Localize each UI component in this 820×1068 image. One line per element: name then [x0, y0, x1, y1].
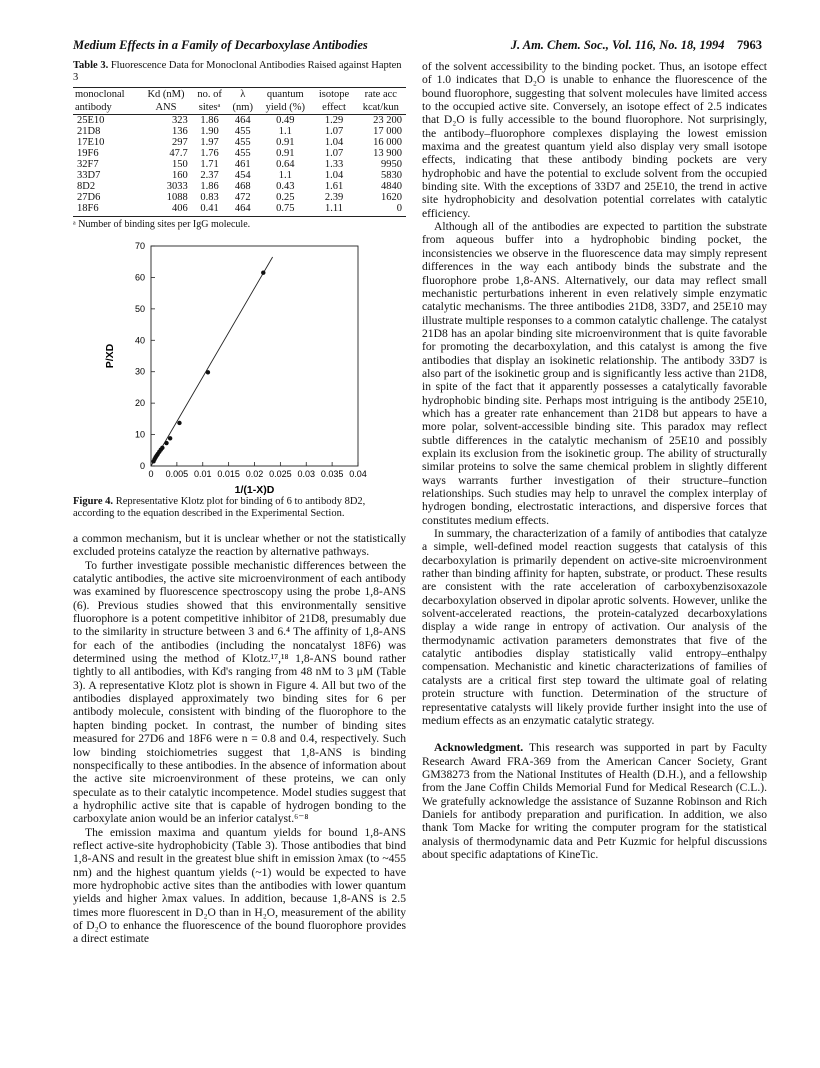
table-cell: 2.37 — [200, 170, 219, 181]
table-cell: 33D7 — [77, 170, 101, 181]
data-point — [164, 441, 168, 445]
table-row — [73, 170, 406, 181]
table-cell: 1.1 — [278, 126, 292, 137]
table-row — [73, 115, 406, 127]
body-paragraph: a common mechanism, but it is unclear whether or not the statistically excluded proteins catalyze the reaction by alternative pathways. — [73, 532, 406, 559]
column-header: quantum — [258, 88, 312, 102]
table-cell: 47.7 — [169, 148, 188, 159]
table-cell: 1.86 — [200, 115, 219, 126]
table-cell: 461 — [234, 159, 251, 170]
column-header: no. of — [192, 88, 228, 102]
table-cell: 1.61 — [324, 181, 344, 192]
table-cell: 25E10 — [77, 115, 105, 126]
table-row — [73, 126, 406, 137]
x-tick-label: 0 — [148, 469, 154, 479]
table-cell: 1.71 — [200, 159, 219, 170]
body-paragraph: To further investigate possible mechanistic differences between the catalytic antibodies, the active site microenvironment of each antibody was examined by fluorescence spectroscopy using the probe 1,8-ANS (6). Previous studies showed that this environmentally sensitive fluorophore is a potent competitive inhibitor of 21D8, presumably due to the similarity in structure between 3 and 6.⁴ The affinity of 1,8-ANS for each of the antibodies (including the noncatalyst 18F6) was determined using the method of Klotz.¹⁷,¹⁸ 1,8-ANS bound rather tightly to all antibodies, with Kd's ranging from 48 nM to 3 μM (Table 3). A representative Klotz plot is shown in Figure 4. All but two of the antibodies displayed approximately two binding sites for 6 per antibody molecule, consistent with binding of the fluorophore to the hapten binding pocket. In contrast, the number of binding sites measured for 27D6 and 18F6 were n = 0.8 and 0.4, respectively. Such low binding stoichiometries suggest that 1,8-ANS is binding nonspecifically to these antibodies. In the absence of information about the active site microenvironment of these proteins, we can only speculate as to their catalytic incompetence. Model studies suggest that a hydrophilic active site that is capable of hydrogen bonding to the carboxylate anion would be an inferior catalyst.⁶⁻⁸ — [73, 558, 406, 826]
y-tick-label: 50 — [134, 303, 145, 314]
column-header: yield (%) — [258, 101, 312, 115]
table-cell: 13 900 — [373, 148, 402, 159]
table-cell: 0.75 — [258, 203, 312, 217]
acknowledgment-title: Acknowledgment. — [434, 741, 524, 755]
column-header: (nm) — [227, 101, 258, 115]
table-caption — [73, 60, 406, 84]
table-cell: 1.33 — [324, 159, 344, 170]
table-row — [73, 203, 406, 217]
table-cell: 0.43 — [276, 181, 295, 192]
column-header: monoclonal — [73, 88, 140, 102]
left-column — [73, 60, 406, 946]
column-header: Kd (nM) — [140, 88, 191, 102]
table-cell: 27D6 — [77, 192, 101, 203]
table-cell: 18F6 — [73, 203, 140, 217]
table-cell: 464 — [234, 115, 251, 126]
table-cell: 17 000 — [373, 126, 402, 137]
table-cell: 464 — [227, 203, 258, 217]
y-tick-label: 60 — [134, 272, 145, 283]
table-cell: 0.64 — [276, 159, 295, 170]
table-cell: 17E10 — [77, 137, 105, 148]
plot-frame — [151, 246, 358, 466]
table-cell: 1.90 — [200, 126, 219, 137]
table-cell: 1.29 — [324, 115, 344, 126]
table-cell: 4840 — [381, 181, 402, 192]
table-cell: 160 — [171, 170, 188, 181]
table-cell: 1.97 — [200, 137, 219, 148]
x-tick-label: 0.035 — [320, 469, 344, 479]
table-cell: 1088 — [166, 192, 188, 203]
table-cell: 0.41 — [192, 203, 228, 217]
table-row — [73, 181, 406, 192]
figure-caption-text: Representative Klotz plot for binding of 6 to antibody 8D2, according to the equation described in the Experimental Section. — [73, 496, 366, 519]
body-paragraph: The emission maxima and quantum yields for bound 1,8-ANS reflect active-site hydrophobicity (Table 3). Those antibodies that bind 1,8-ANS and result in the greatest blue shift in emission λmax (to ~455 nm) and the highest quantum yields (~1) would be expected to have more hydrophobic active sites than the antibodies with lower quantum yields and higher λmax values. In addition, because 1,8-ANS is 2.5 times more fluorescent in D₂O than in H₂O, measurement of the ability of D₂O to enhance the fluorescence of the bound fluorophore provides a direct estimate — [73, 825, 406, 946]
body-paragraph: Although all of the antibodies are expected to partition the substrate from aqueous buffer into a hydrophobic binding pocket, the inconsistencies we observe in the fluorescence data may simply represent differences in the way each antibody binds the substrate and the fluorophore probe 1,8-ANS. Alternatively, our data may reflect small mechanistic perturbations inherent in even relatively simple enzymatic catalytic mechanisms. The three antibodies 21D8, 33D7, and 25E10 may illustrate multiple responses to a common catalytic challenge. The catalyst 21D8 has an apolar binding site microenvironment that is quite favorable for promoting the decarboxylation, and this catalyst is among the five antibodies that display an isokinetic relationship. The antibody 33D7 is also part of the isokinetic group and is significantly less active than 21D8, in spite of the fact that it apparently possesses a catalytically favorable hydrophobic binding site. Perhaps most intriguing is the antibody 25E10, which has a greater rate enhancement than 21D8 but appears to have a more polar, solvent-accessible binding site. This paradox may reflect subtle differences in the catalytic mechanism of 25E10 and possibly explain its exclusion from the isokinetic group. The ability of structurally similar proteins to solve the same chemical problem in slightly different ways warrants further investigation of their structure–function relationships. Such studies may help to unravel the complex interplay of hydrogen bonding, electrostatic interactions, and dispersive forces that constitutes medium effects. — [422, 220, 767, 527]
column-header: rate acc — [356, 88, 406, 102]
acknowledgment-text: This research was supported in part by Faculty Research Award FRA-369 from the American Cancer Society, Grant GM38273 from the National Institutes of Health (D.H.), and a fellowship from the Jane Coffin Childs Memorial Fund for Medical Research (C.L.). We gratefully acknowledge the assistance of Suzanne Robinson and Rich Daniels for antibody preparation and purification. In addition, we also thank Tom Macke for writing the computer program for the statistical analysis of thermodynamic data and Petr Kuzmic for helpful discussions about specific adaptations of KineTic. — [422, 741, 767, 861]
y-tick-label: 40 — [134, 335, 145, 346]
table-row — [73, 192, 406, 203]
y-tick-label: 0 — [139, 461, 145, 471]
running-head-title: Medium Effects in a Family of Decarboxylase Antibodies — [73, 38, 368, 52]
table-header-row — [73, 101, 406, 115]
table-cell: 455 — [234, 148, 251, 159]
table-cell: 16 000 — [373, 137, 402, 148]
y-tick-label: 70 — [134, 241, 145, 251]
y-tick-label: 20 — [134, 398, 145, 409]
klotz-plot — [73, 234, 406, 494]
figure-label: Figure 4. — [73, 496, 114, 507]
table-cell: 0 — [356, 203, 406, 217]
x-tick-label: 0.02 — [245, 469, 264, 479]
table-footnote: ᵃ Number of binding sites per IgG molecule. — [73, 219, 251, 230]
fit-line — [151, 257, 273, 466]
table-cell: 1.76 — [200, 148, 219, 159]
table-header-row — [73, 88, 406, 102]
data-point — [177, 421, 181, 425]
column-header: isotope — [312, 88, 355, 102]
x-tick-label: 0.005 — [165, 469, 189, 479]
table-row — [73, 159, 406, 170]
body-paragraph: In summary, the characterization of a family of antibodies that catalyze a simple, well-defined model reaction suggests that catalysis of this decarboxylation is primarily dependent on active-site microenvironment rather than binding affinity for hapten, substrate, or product. These results are consistent with the rate acceleration of carboxybenzisoxazole decarboxylation observed in dipolar aprotic solvents. However, unlike the solvent-accelerated reactions, the protein-catalyzed decarboxylations display a wide range in entropy of activation. Our analysis of the thermodynamic activation parameters demonstrates that five of the catalytic antibodies display statistically valid entropy–enthalpy compensation. Mechanistic and kinetic characterizations of families of catalysts are a critical first step toward the ultimate goal of relating protein structure with function. Determination of the structure of representative catalysts will likely provide further insight into the use of medium effects as an enzymatic catalytic strategy. — [422, 527, 767, 727]
table-cell: 455 — [234, 137, 251, 148]
x-tick-label: 0.025 — [269, 469, 292, 479]
column-header: antibody — [73, 101, 140, 115]
table-cell: 297 — [171, 137, 188, 148]
table-cell: 150 — [171, 159, 188, 170]
table-cell: 1.11 — [312, 203, 355, 217]
table-cell: 1620 — [381, 192, 402, 203]
table-cell: 406 — [140, 203, 191, 217]
table-row — [73, 148, 406, 159]
body-paragraph: of the solvent accessibility to the binding pocket. Thus, an isotope effect of 1.0 indicates that D₂O is unable to enhance the fluorescence of the bound fluorophore, suggesting that solvent molecules have limited access to the occupied active site. Conversely, an isotope effect of 2.5 indicates that D₂O is fully accessible to the bound fluorophore. Not surprisingly, the antibody–fluorophore complexes displaying the lowest emission maxima and the greatest quantum yield also display very small isotope effects, indicating that these antibody binding pockets are very hydrophobic and have the potential to exclude solvent from the occupied binding site. With the exceptions of 33D7 and 25E10, the trend in active site hydrophobicity and desolvation potential correlates with catalytic efficiency. — [422, 60, 767, 220]
x-tick-label: 0.015 — [217, 469, 240, 479]
table-cell: 32F7 — [77, 159, 99, 170]
table-cell: 9950 — [381, 159, 402, 170]
table-title: Fluorescence Data for Monoclonal Antibodies Raised against Hapten 3 — [73, 60, 402, 83]
table-cell: 0.91 — [276, 148, 295, 159]
y-tick-label: 10 — [134, 429, 145, 440]
table-cell: 472 — [234, 192, 251, 203]
y-tick-label: 30 — [134, 366, 145, 377]
table-row — [73, 137, 406, 148]
table-cell: 468 — [234, 181, 251, 192]
table-cell: 0.83 — [200, 192, 219, 203]
column-header: effect — [312, 101, 355, 115]
data-point — [160, 446, 164, 450]
x-tick-label: 0.03 — [297, 469, 316, 479]
table-cell: 1.07 — [324, 126, 344, 137]
data-point — [261, 271, 265, 275]
table-cell: 454 — [234, 170, 251, 181]
table-label: Table 3. — [73, 60, 109, 71]
table-cell: 21D8 — [77, 126, 101, 137]
fluorescence-table — [73, 87, 406, 217]
table-cell: 1.07 — [324, 148, 344, 159]
figure-caption — [73, 496, 406, 520]
table-cell: 5830 — [381, 170, 402, 181]
table-cell: 1.04 — [324, 170, 344, 181]
running-head-journal — [511, 38, 762, 53]
acknowledgment — [422, 741, 767, 861]
table-cell: 0.91 — [276, 137, 295, 148]
table-cell: 323 — [171, 115, 188, 126]
table-cell: 0.49 — [276, 115, 295, 126]
column-header: λ — [227, 88, 258, 102]
table-cell: 455 — [234, 126, 251, 137]
page-number: 7963 — [737, 38, 762, 52]
column-header: ANS — [140, 101, 191, 115]
table-cell: 19F6 — [77, 148, 99, 159]
table-cell: 1.04 — [324, 137, 344, 148]
y-axis-label: P/XD — [104, 343, 116, 369]
column-header: sitesᵃ — [192, 101, 228, 115]
klotz-plot-svg — [73, 234, 406, 496]
table-cell: 8D2 — [77, 181, 96, 192]
table-cell: 2.39 — [324, 192, 344, 203]
x-tick-label: 0.04 — [349, 469, 367, 479]
table-cell: 0.25 — [276, 192, 295, 203]
table-cell: 136 — [171, 126, 188, 137]
data-point — [168, 436, 172, 440]
table-cell: 1.1 — [278, 170, 292, 181]
column-header: kcat/kun — [356, 101, 406, 115]
data-point — [206, 370, 210, 374]
table-cell: 23 200 — [373, 115, 402, 126]
journal-citation: J. Am. Chem. Soc., Vol. 116, No. 18, 1994 — [510, 38, 725, 52]
x-axis-label: 1/(1-X)D — [234, 484, 275, 496]
table-cell: 3033 — [166, 181, 188, 192]
right-column — [422, 60, 767, 861]
table-cell: 1.86 — [200, 181, 219, 192]
x-tick-label: 0.01 — [193, 469, 212, 479]
